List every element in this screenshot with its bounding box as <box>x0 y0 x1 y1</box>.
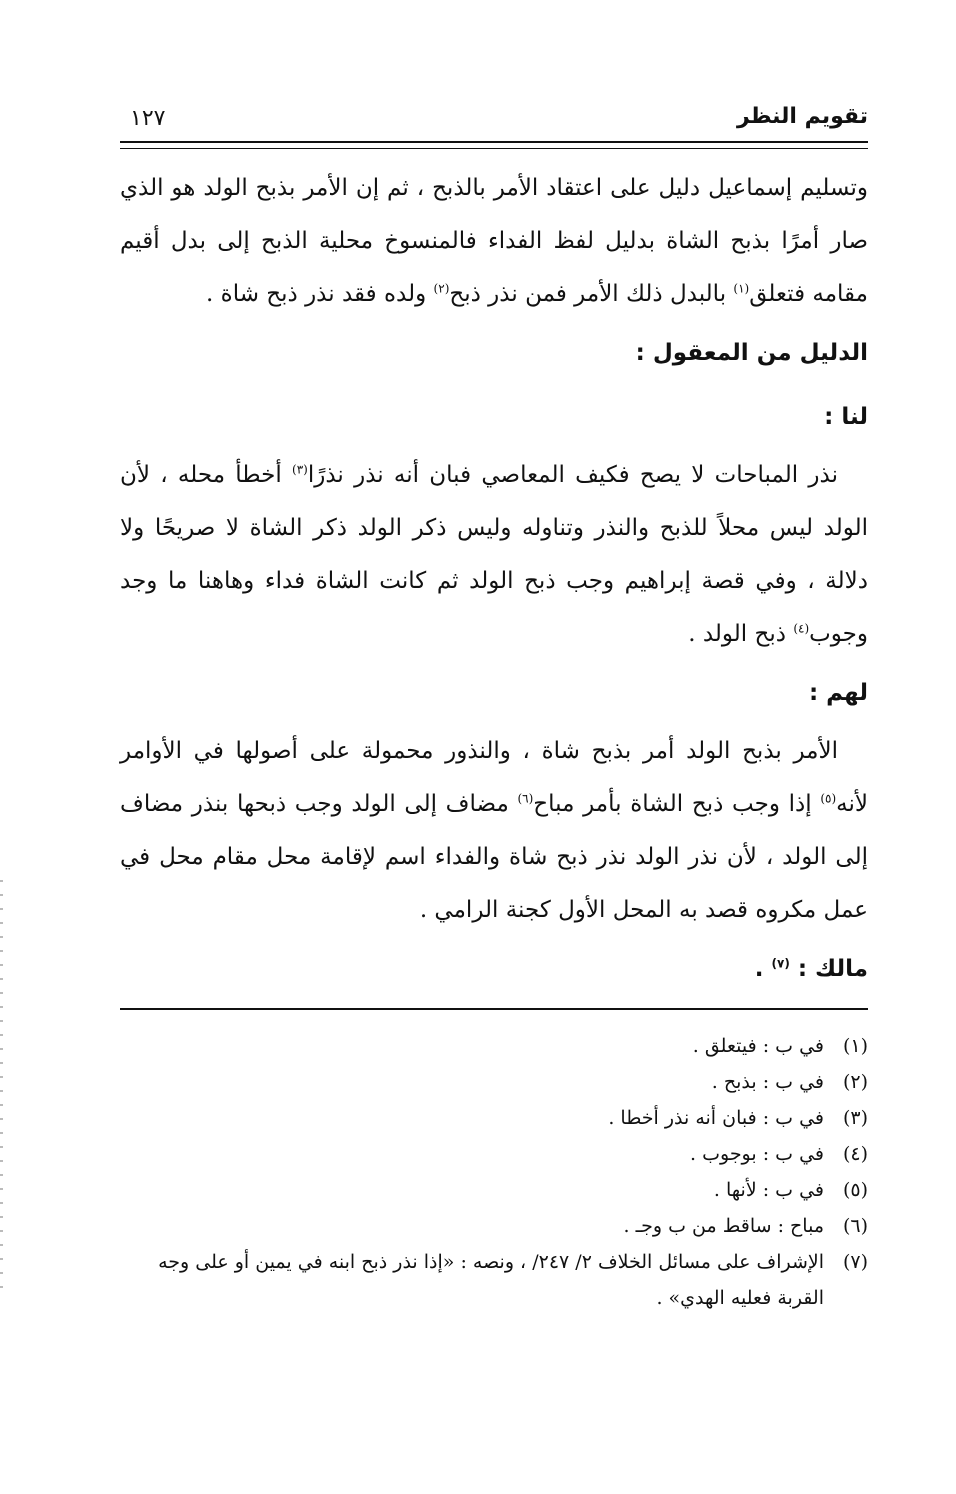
footnote-number: (٢) <box>842 1071 868 1093</box>
malik-label: مالك : <box>789 956 868 982</box>
footnote-ref-6[interactable]: (٦) <box>517 791 534 806</box>
text-run: ولده فقد نذر ذبح شاة . <box>206 281 434 307</box>
text-run: وتسليم إسماعيل دليل على اعتقاد الأمر بالذبح ، ثم إن الأمر بذبح الولد هو الذي صار أمرًا بذبح الشاة بدليل لفظ الفداء فالمنسوخ محلية الذبح إلى بدل أقيم مقامه فتعلق <box>120 175 868 307</box>
footnote-text: الإشراف على مسائل الخلاف ٢/ ٢٤٧/ ، ونصه : «إذا نذر ذبح ابنه في يمين أو على وجه القربة فعليه الهدي» . <box>158 1251 824 1309</box>
footnote-text: مباح : ساقط من ب وجـ . <box>623 1215 824 1237</box>
footnote-ref-2[interactable]: (٢) <box>433 281 450 296</box>
footnote-ref-7[interactable]: (٧) <box>771 956 790 971</box>
footnote-item <box>120 1100 868 1136</box>
footnote-number: (٧) <box>842 1251 868 1273</box>
footnote-item <box>120 1172 868 1208</box>
malik-end: . <box>754 956 772 982</box>
footnote-item <box>120 1028 868 1064</box>
page-header <box>120 100 868 140</box>
heading-ours: لنا : <box>824 404 868 430</box>
heading-theirs: لهم : <box>808 680 868 706</box>
footnote-ref-1[interactable]: (١) <box>733 281 750 296</box>
intro-paragraph <box>120 162 868 321</box>
text-run: بالبدل ذلك الأمر فمن نذر ذبح <box>449 281 734 307</box>
footnote-text: في ب : لأنها . <box>713 1179 824 1201</box>
footnote-item <box>120 1244 868 1316</box>
footnotes <box>120 1028 868 1316</box>
heading-rational-evidence: الدليل من المعقول : <box>635 340 868 366</box>
text-run: أخطأ محله ، لأن الولد ليس محلاً للذبح والنذر وتناوله وليس ذكر الولد ذكر الشاة لا صريحًا ولا دلالة ، وفي قصة إبراهيم وجب ذبح الولد ثم كانت الشاة فداء وهاهنا ما وجد وجوب <box>120 462 868 647</box>
footnote-text: في ب : بذبح . <box>711 1071 824 1093</box>
heading-malik <box>120 937 868 1001</box>
footnote-text: في ب : فيتعلق . <box>692 1035 824 1057</box>
footnote-item <box>120 1136 868 1172</box>
footnote-number: (١) <box>842 1035 868 1057</box>
footnote-text: في ب : فبان أنه نذر أخطا . <box>608 1107 824 1129</box>
text-run: الأمر بذبح الولد أمر بذبح شاة ، والنذور محمولة على أصولها في الأوامر لأنه <box>120 738 869 817</box>
text-run: مضاف إلى الولد وجب ذبحها بنذر مضاف إلى الولد ، لأن نذر الولد نذر ذبح شاة والفداء اسم لإقامة محل مقام محل في عمل مكروه قصد به المحل الأول كجنة الرامي . <box>120 791 868 923</box>
theirs-paragraph <box>120 725 868 937</box>
footnote-number: (٦) <box>842 1215 868 1237</box>
text-run: إذا وجب ذبح الشاة بأمر مباح <box>533 791 821 817</box>
footnote-ref-4[interactable]: (٤) <box>793 621 810 636</box>
footnote-separator <box>120 1008 868 1010</box>
page-number: ١٢٧ <box>130 106 166 131</box>
footnote-item <box>120 1208 868 1244</box>
footnote-ref-3[interactable]: (٣) <box>292 462 308 477</box>
footnote-text: في ب : بوجوب . <box>690 1143 824 1165</box>
scan-edge-mark <box>0 880 3 1300</box>
footnote-number: (٥) <box>842 1179 868 1201</box>
ours-paragraph <box>120 449 868 661</box>
text-run: نذر المباحات لا يصح فكيف المعاصي فبان أنه نذر نذرًا <box>307 462 838 488</box>
header-rule-thick <box>120 141 868 143</box>
main-text <box>120 162 868 1001</box>
footnote-number: (٣) <box>842 1107 868 1129</box>
footnote-ref-5[interactable]: (٥) <box>820 791 837 806</box>
footnote-number: (٤) <box>842 1143 868 1165</box>
running-title: تقويم النظر <box>737 104 868 129</box>
header-rule-thin <box>120 148 868 149</box>
footnote-item <box>120 1064 868 1100</box>
text-run: ذبح الولد . <box>688 621 794 647</box>
